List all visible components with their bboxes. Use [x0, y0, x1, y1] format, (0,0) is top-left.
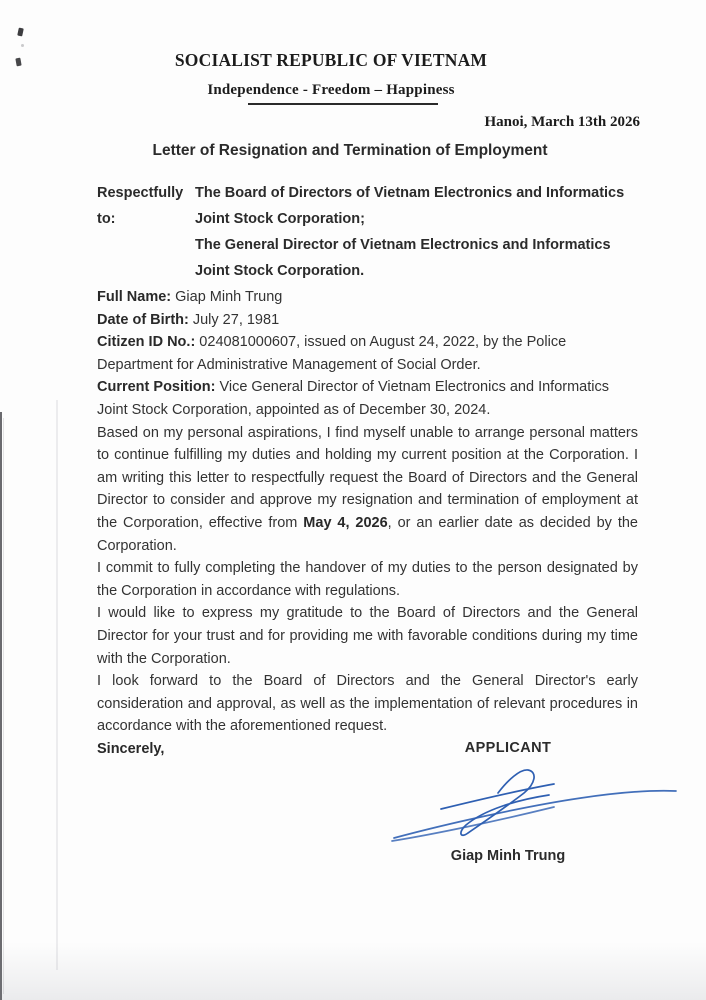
signature-ink-icon: [386, 762, 678, 848]
signature-block: [388, 740, 628, 864]
applicant-heading: APPLICANT: [464, 740, 552, 756]
scan-shadow: [0, 942, 706, 1000]
signoff: Sincerely,: [97, 740, 165, 757]
paragraph-resignation-request: [97, 422, 638, 558]
paragraph-text: Based on my personal aspirations, I find myself unable to arrange personal matters to continue fulfilling my duties and holding my current position at the Corporation. I am writing this letter to respectfully request the Board of Directors and the General Director to consider and approve my resignation and termination of employment at the Corporation, effective from: [97, 424, 638, 531]
info-line-citizen-id: [97, 331, 638, 376]
info-line-date-of-birth: [97, 309, 638, 332]
signatory-name: Giap Minh Trung: [450, 848, 566, 864]
recipients-lines: [195, 180, 624, 284]
info-label: Full Name:: [97, 289, 172, 305]
recipients-label: Respectfully to:: [97, 185, 184, 227]
national-title: SOCIALIST REPUBLIC OF VIETNAM: [174, 50, 488, 70]
recipient-line: Joint Stock Corporation;: [195, 211, 365, 227]
scan-edge-artifact-faint: [3, 418, 4, 994]
recipient-line: The Board of Directors of Vietnam Electronics and Informatics: [195, 185, 625, 201]
national-motto: Independence - Freedom – Happiness: [207, 82, 455, 98]
paragraph-handover-commitment: I commit to fully completing the handover of my duties to the person designated by the Corporation in accordance with regulations.: [97, 560, 638, 599]
info-label: Current Position:: [97, 379, 216, 396]
paragraph-gratitude: I would like to express my gratitude to the Board of Directors and the General Director for your trust and for providing me with favorable conditions during my time with the Corporation.: [97, 605, 638, 667]
scan-dot: [21, 44, 24, 47]
scan-fold-line: [56, 400, 58, 970]
paragraph-look-forward: I look forward to the Board of Directors and the General Director's early consideration and approval, as well as the implementation of relevant procedures in accordance with the aforementioned request.: [97, 673, 638, 735]
info-label: Citizen ID No.:: [97, 334, 196, 351]
motto-underline: [248, 103, 438, 105]
info-value: Giap Minh Trung: [171, 289, 283, 305]
info-value: 024081000607, issued on August 24, 2022, by the Police Department for Administrative Management of Social Order.: [97, 334, 567, 373]
effective-date-emphasis: May 4, 2026: [303, 514, 388, 531]
info-value: July 27, 1981: [188, 311, 280, 328]
info-line-full-name: [97, 286, 638, 309]
info-line-current-position: [97, 376, 638, 421]
info-label: Date of Birth:: [97, 311, 189, 328]
letter-body: [97, 286, 638, 760]
letter-header: [0, 50, 662, 105]
info-value: Vice General Director of Vietnam Electronics and Informatics Joint Stock Corporation, appointed as of December 30, 2024.: [97, 379, 609, 418]
paragraph-text: , or an earlier date as decided by the Corporation.: [97, 514, 638, 554]
scan-edge-artifact: [0, 412, 2, 1000]
recipient-line: Joint Stock Corporation.: [195, 263, 365, 279]
document-title: Letter of Resignation and Termination of Employment: [152, 142, 548, 159]
dateline: Hanoi, March 13th 2026: [484, 114, 640, 130]
scan-mark: [17, 28, 24, 37]
recipients-block: [97, 180, 642, 284]
recipient-line: The General Director of Vietnam Electronics and Informatics: [195, 237, 611, 253]
